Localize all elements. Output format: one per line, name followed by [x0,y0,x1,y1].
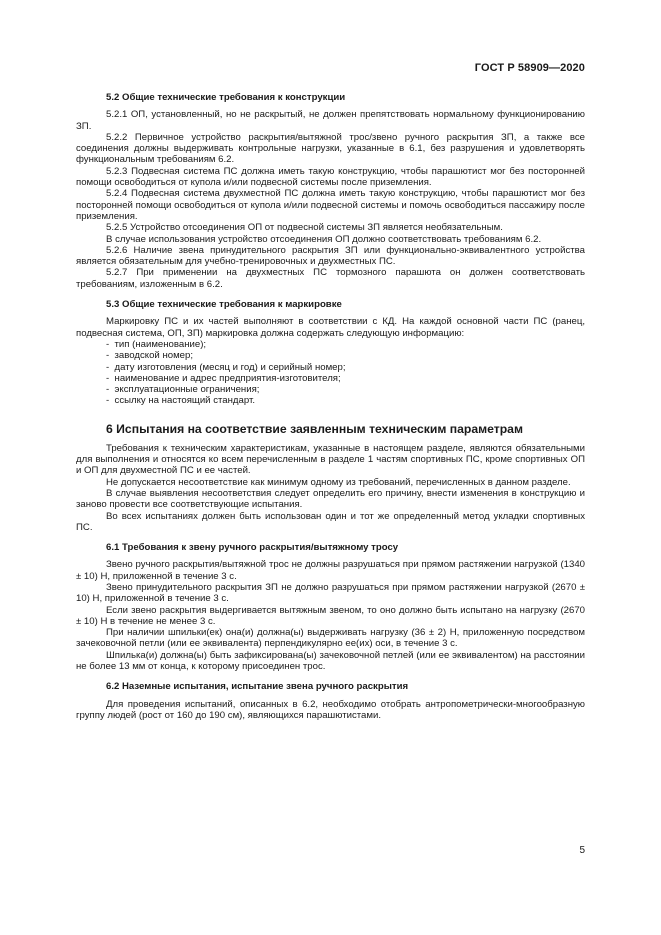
paragraph: 5.2.2 Первичное устройство раскрытия/вытяжной трос/звено ручного раскрытия ЗП, а также все соединения должны выдерживать контрольные нагрузки, указанные в 6.1, без разрушения и удовлетворять функциональным требованиям 6.2. [76,131,585,166]
paragraph: 5.2.5 Устройство отсоединения ОП от подвесной системы ЗП является необязательным. [106,222,503,234]
list-item: - эксплуатационные ограничения; [106,384,585,395]
paragraph: 5.2.6 Наличие звена принудительного раскрытия ЗП или функционально-эквивалентного устройства является обязательным для учебно-тренировочных и двухместных ПС. [76,244,585,268]
paragraph: В случае использования устройство отсоединения ОП должно соответствовать требованиям 6.2. [106,233,542,245]
paragraph: 5.2.1 ОП, установленный, но не раскрытый, не должен препятствовать нормальному функционированию ЗП. [76,109,585,132]
document-code: ГОСТ Р 58909—2020 [474,62,585,74]
section-5-3-heading: 5.3 Общие технические требования к маркировке [106,299,342,311]
paragraph: 5.2.7 При применении на двухместных ПС тормозного парашюта он должен соответствовать требованиям, изложенным в 6.2. [76,267,585,290]
paragraph: При наличии шпильки(ек) она(и) должна(ы) выдерживать нагрузку (36 ± 2) Н, приложенную посредством зачековочной петли (или ее эквивалента) перпендикулярно ее(их) оси, в течение 3 с. [76,627,585,650]
paragraph: Звено ручного раскрытия/вытяжной трос не должны разрушаться при прямом растяжении нагрузкой (1340 ± 10) Н, приложенной в течение 3 с. [76,559,585,582]
list-item: - ссылку на настоящий стандарт. [106,395,585,406]
paragraph: Звено принудительного раскрытия ЗП не должно разрушаться при прямом растяжении нагрузкой (2670 ± 10) Н, приложенной в течение 3 с. [76,581,585,605]
section-5-2-heading: 5.2 Общие технические требования к конструкции [106,92,346,103]
paragraph: 5.2.3 Подвесная система ПС должна иметь такую конструкцию, чтобы парашютист мог без посторонней помощи освободиться от купола и/или подвесной системы после приземления. [76,165,585,189]
section-6-2-heading: 6.2 Наземные испытания, испытание звена ручного раскрытия [106,681,409,693]
paragraph: Маркировку ПС и их частей выполняют в соответствии с КД. На каждой основной части ПС (ранец, подвесная система, ОП, ЗП) маркировка должна содержать следующую информацию: [76,316,585,339]
paragraph: Если звено раскрытия выдергивается вытяжным звеном, то оно должно быть испытано на нагрузку (2670 ± 10) Н в течение не менее 3 с. [76,604,585,627]
list-item: - дату изготовления (месяц и год) и серийный номер; [106,362,585,373]
paragraph: В случае выявления несоответствия следует определить его причину, внести изменения в конструкцию и заново провести все соответствующие испытания. [76,487,585,511]
list-item: - заводской номер; [106,350,585,361]
paragraph: Во всех испытаниях должен быть использован один и тот же определенный метод укладки спортивных ПС. [76,510,585,533]
section-6-heading: 6 Испытания на соответствие заявленным техническим параметрам [106,421,523,436]
paragraph: Шпилька(и) должна(ы) быть зафиксирована(ы) зачековочной петлей (или ее эквивалентом) на расстоянии не более 13 мм от конца, к которому присоединен трос. [76,649,585,673]
list-item: - наименование и адрес предприятия-изготовителя; [106,373,585,384]
paragraph: Для проведения испытаний, описанных в 6.2, необходимо отобрать антропометрически-многообразную группу людей (рост от 160 до 190 см), являющихся парашютистами. [76,698,585,721]
section-6-1-heading: 6.1 Требования к звену ручного раскрытия/вытяжному тросу [106,542,399,554]
list-item: - тип (наименование); [106,339,585,350]
marking-info-list [106,339,585,407]
paragraph: 5.2.4 Подвесная система двухместной ПС должна иметь такую конструкцию, чтобы парашютист мог без посторонней помощи освободиться от купола и/или подвесной системы и помочь освободиться пассажиру после приземления. [76,188,585,222]
paragraph: Требования к техническим характеристикам, указанные в настоящем разделе, являются обязательными для выполнения и относятся ко всем перечисленным в разделе 1 частям спортивных ПС, кроме спортивных ОП и ОП для двухместной ПС и ее частей. [76,442,585,477]
page-content [76,92,585,721]
page-number: 5 [579,845,585,856]
paragraph: Не допускается несоответствие как минимум одному из требований, перечисленных в данном разделе. [106,476,571,488]
